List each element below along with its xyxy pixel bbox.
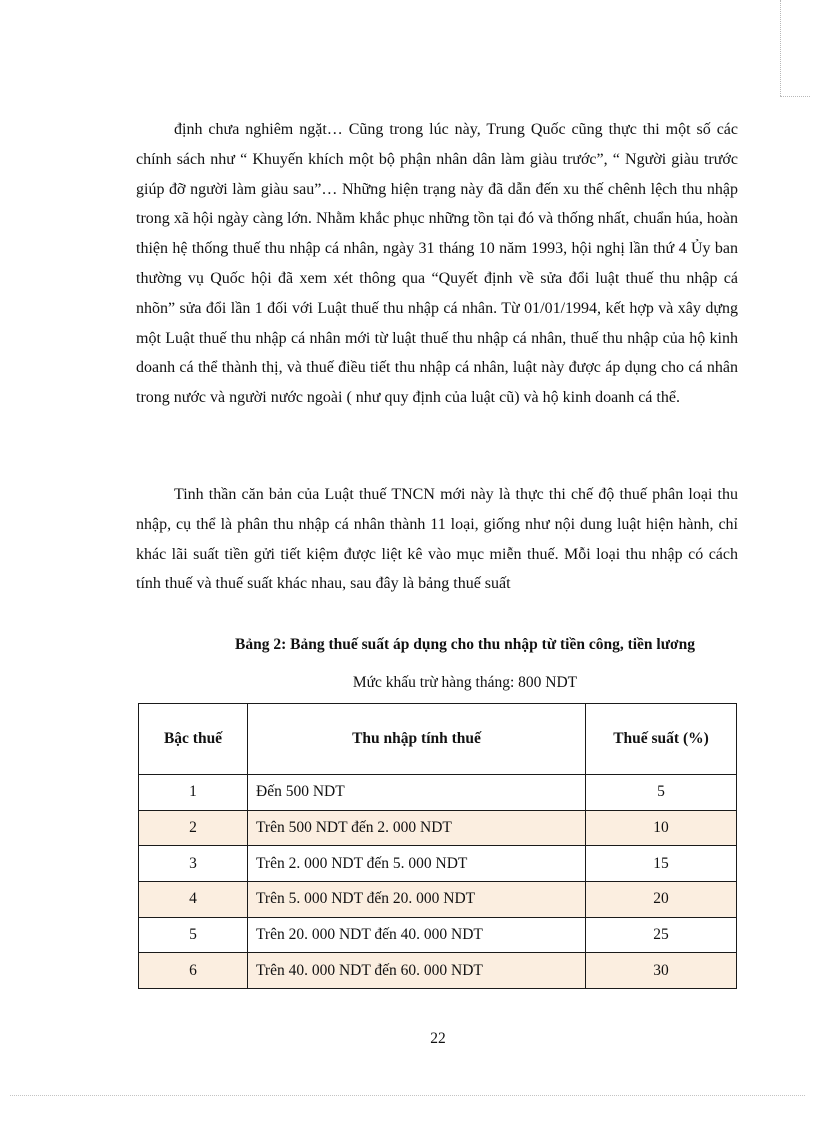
cell-income: Trên 5. 000 NDT đến 20. 000 NDT [248,882,586,918]
table-row [139,846,737,882]
page-number: 22 [430,1030,446,1047]
cell-income: Trên 40. 000 NDT đến 60. 000 NDT [248,953,586,989]
cell-bracket: 6 [139,953,248,989]
body-paragraph-1 [136,115,738,413]
tax-rate-table [138,703,737,989]
table-row [139,882,737,918]
page-border-mark [10,1095,805,1096]
header-taxable-income: Thu nhập tính thuế [248,704,586,775]
cell-bracket: 3 [139,846,248,882]
paragraph-text: Tinh thần căn bản của Luật thuế TNCN mới này là thực thi chế độ thuế phân loại thu nhập, cụ thể là phân thu nhập cá nhân thành 11 loại, giống như nội dung luật hiện hành, chỉ khác lãi suất tiền gửi tiết kiệm được liệt kê vào mục miễn thuế. Mỗi loại thu nhập có cách tính thuế và thuế suất khác nhau, sau đây là bảng thuế suất [136,486,738,593]
cell-bracket: 1 [139,775,248,811]
cell-rate: 30 [586,953,737,989]
cell-income: Trên 2. 000 NDT đến 5. 000 NDT [248,846,586,882]
cell-rate: 20 [586,882,737,918]
table-title: Bảng 2: Bảng thuế suất áp dụng cho thu nhập từ tiền công, tiền lương [234,636,695,653]
table-row [139,917,737,953]
body-paragraph-2 [136,480,738,599]
cell-income: Trên 500 NDT đến 2. 000 NDT [248,810,586,846]
cell-income: Đến 500 NDT [248,775,586,811]
cell-bracket: 5 [139,917,248,953]
cell-income: Trên 20. 000 NDT đến 40. 000 NDT [248,917,586,953]
table-row [139,810,737,846]
cell-bracket: 2 [139,810,248,846]
header-tax-bracket: Bậc thuế [139,704,248,775]
header-tax-rate: Thuế suất (%) [586,704,737,775]
table-subtitle: Mức khấu trừ hàng tháng: 800 NDT [352,674,578,691]
cell-rate: 15 [586,846,737,882]
table-row [139,953,737,989]
cell-rate: 25 [586,917,737,953]
page-border-mark [780,0,781,96]
table-row [139,775,737,811]
cell-rate: 10 [586,810,737,846]
cell-rate: 5 [586,775,737,811]
page-border-mark [780,96,810,97]
paragraph-text: định chưa nghiêm ngặt… Cũng trong lúc này, Trung Quốc cũng thực thi một số các chính sách như “ Khuyến khích một bộ phận nhân dân làm giàu trước”, “ Người giàu trước giúp đỡ người làm giàu sau”… Những hiện trạng này đã dẫn đến xu thế chênh lệch thu nhập trong xã hội ngày càng lớn. Nhằm khắc phục những tồn tại đó và thống nhất, chuẩn húa, hoàn thiện hệ thống thuế thu nhập cá nhân, ngày 31 tháng 10 năm 1993, hội nghị lần thứ 4 Ủy ban thường vụ Quốc hội đã xem xét thông qua “Quyết định về sửa đổi luật thuế thu nhập cá nhõn” sửa đổi lần 1 đối với Luật thuế thu nhập cá nhân. Từ 01/01/1994, kết hợp và xây dựng một Luật thuế thu nhập cá nhân mới từ luật thuế thu nhập cá nhân, thuế thu nhập của hộ kinh doanh cá thể thành thị, và thuế điều tiết thu nhập cá nhân, luật này được áp dụng cho cá nhân trong nước và người nước ngoài ( như quy định của luật cũ) và hộ kinh doanh cá thể. [136,121,738,407]
cell-bracket: 4 [139,882,248,918]
table-header-row [139,704,737,775]
